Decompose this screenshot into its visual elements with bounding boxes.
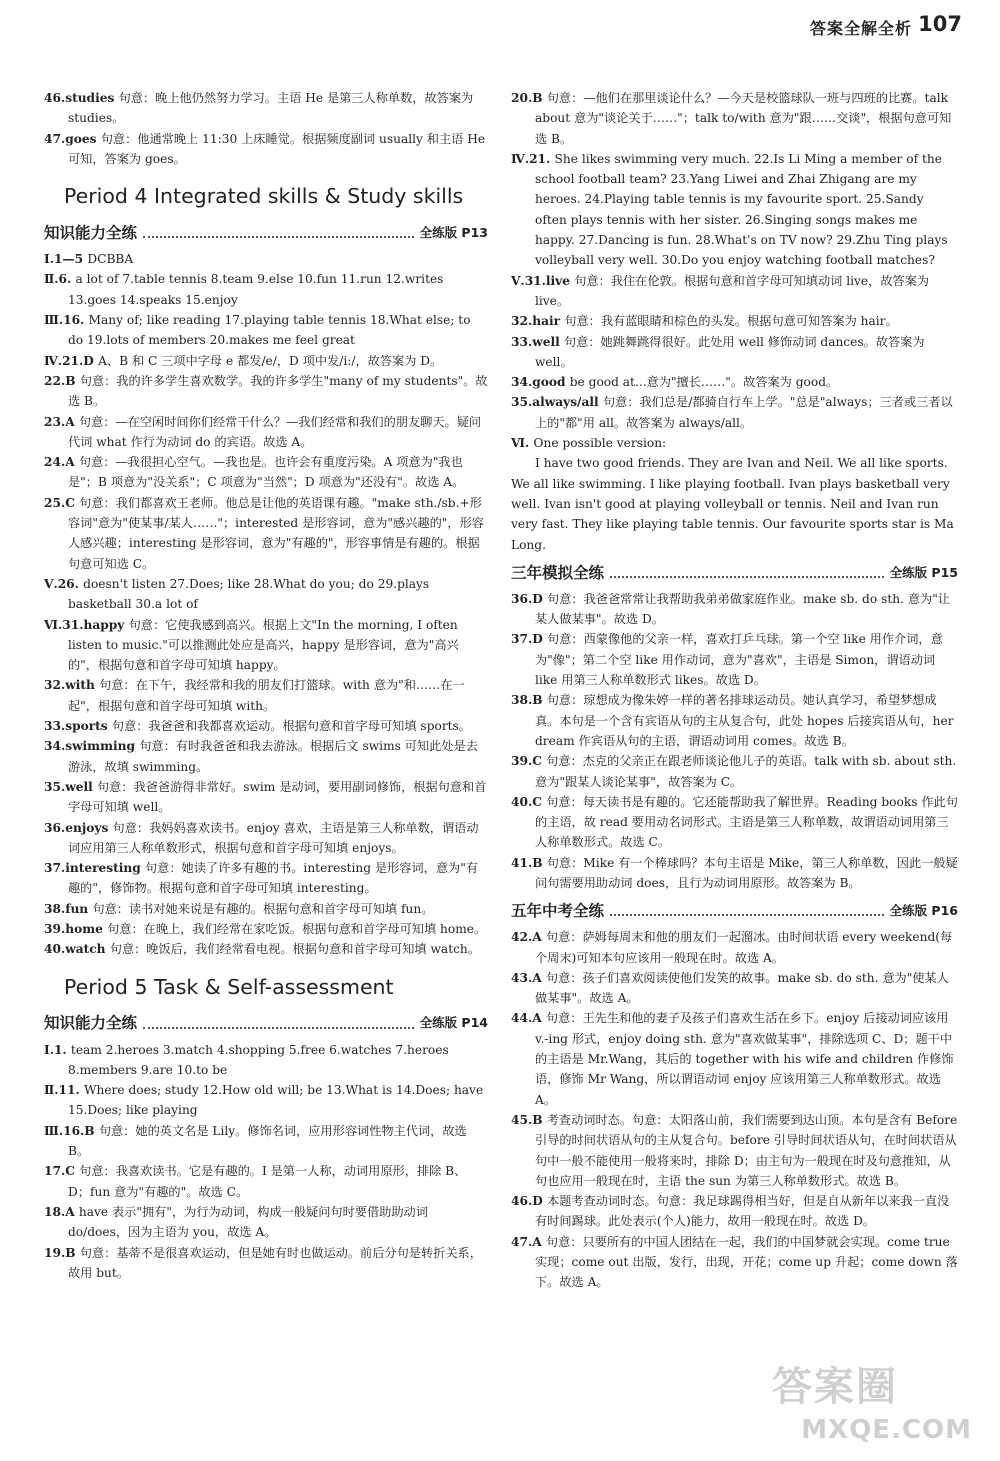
answer-text: 句意：我有蓝眼睛和棕色的头发。根据句意可知答案为 hair。 xyxy=(564,314,898,329)
answer-number: 38.fun xyxy=(44,901,93,916)
answer-number: Ⅱ.6. xyxy=(44,272,76,287)
answer-text: 句意：孩子们喜欢阅读使他们发笑的故事。make sb. do sth. 意为"使某人做某事"。故选 A。 xyxy=(535,970,949,1006)
watermark-logo: 答案圈 MXQE.COM xyxy=(772,1364,972,1445)
answer-item xyxy=(44,858,488,899)
answer-item xyxy=(44,919,488,939)
answer-number: 41.B xyxy=(511,855,547,870)
answer-text: 句意：我们总是/都骑自行车上学。"总是"always；三者或三者以上的"都"用 all。故答案为 always/all。 xyxy=(535,395,953,430)
answer-text: 本题考查动词时态。句意：我足球踢得相当好，但是自从新年以来我一直没有时间踢球。此处表示(个人)能力，故用一般现在时。故选 D。 xyxy=(535,1194,950,1229)
answer-item xyxy=(44,818,488,859)
answer-text: 句意：我妈妈喜欢读书。enjoy 喜欢，主语是第三人称单数，谓语动词应用第三人称单数形式，根据句意和首字母可知填 enjoys。 xyxy=(68,820,479,855)
answer-item xyxy=(511,1008,958,1109)
answer-text: 句意：晚上他仍然努力学习。主语 He 是第三人称单数，故答案为 studies。 xyxy=(68,91,474,126)
dotted-leader xyxy=(610,914,884,916)
answer-number: 20.B xyxy=(511,91,547,105)
answer-number: Ⅱ.11. xyxy=(44,1083,84,1098)
answer-text: 句意：王先生和他的妻子及孩子们喜欢生活在乡下。enjoy 后接动词应该用 v.-ing 形式，enjoy doing sth. 意为"喜欢做某事"，排除选项 C、D；题干中的主语是 Mr.Wang，其后的 together with his wife and children 作修饰语，修饰 Mr Wang，所以谓语动词 enjoy 应该用第三人称单数形式。故选 A。 xyxy=(535,1011,954,1107)
answer-number: Ⅲ.16. xyxy=(44,313,89,328)
answer-item xyxy=(511,589,958,630)
answer-number: 22.B xyxy=(44,373,80,388)
answer-number: 24.A xyxy=(44,455,79,470)
answer-item xyxy=(44,574,488,615)
answer-item xyxy=(511,1232,958,1293)
answer-item xyxy=(511,1191,958,1232)
answer-item xyxy=(44,675,488,716)
answer-number: 37.D xyxy=(511,632,548,647)
page-number: 107 xyxy=(918,12,962,36)
answer-text: 句意：晚饭后，我们经常看电视。根据句意和首字母可知填 watch。 xyxy=(109,942,480,957)
answer-item xyxy=(44,371,488,412)
section-heading xyxy=(44,217,488,243)
answer-text: 考查动词时态。句意：太阳落山前，我们需要到达山顶。本句是含有 Before 引导的时间状语从句的主从复合句。before 引导时间状语从句，在时间状语从句中一般不能使用一般将来时，排除 D；由主句为一般现在时及句意推知，从句也应用一般现在时，主语 the sun 为第三人称单数形式。故选 B。 xyxy=(535,1112,958,1188)
answer-number: 33.well xyxy=(511,334,564,349)
answer-item xyxy=(44,249,488,269)
answer-number: 42.A xyxy=(511,930,546,945)
answer-text: 句意：在晚上，我们经常在家吃饭。根据句意和首字母可知填 home。 xyxy=(107,921,487,936)
answer-item xyxy=(511,311,958,331)
dotted-leader xyxy=(143,236,414,238)
answer-number: 38.B xyxy=(511,693,547,708)
answer-text: have 表示"拥有"，为行为动词，构成一般疑问句时要借助助动词 do/does，因为主语为 you，故选 A。 xyxy=(68,1204,428,1240)
dotted-leader xyxy=(610,576,884,578)
section-name: 五年中考全练 xyxy=(511,901,605,920)
answer-text: 句意：我们都喜欢王老师。他总是让他的英语课有趣。"make sth./sb.+形容词"意为"使某事/某人……"；interested 是形容词，意为"感兴趣的"，形容人感兴趣；interesting 是形容词，意为"有趣的"，形容事情是有趣的。根据句意可知选 C。 xyxy=(68,495,484,571)
answer-item xyxy=(511,88,958,149)
answer-text: 句意：在下午，我经常和我的朋友们打篮球。with 意为"和……在一起"，根据句意和首字母可知填 with。 xyxy=(68,678,465,713)
answer-item xyxy=(511,690,958,751)
answer-number: Ⅵ. xyxy=(511,436,534,451)
answer-number: 39.C xyxy=(511,754,547,769)
answer-item xyxy=(44,1202,488,1243)
answer-item xyxy=(511,149,958,271)
answer-item xyxy=(44,1040,488,1081)
header-title: 答案全解全析 xyxy=(809,19,912,38)
answer-item xyxy=(511,927,958,968)
section-page-ref: 全练版 P15 xyxy=(889,564,958,580)
answer-text: 句意：她跳舞跳得很好。此处用 well 修饰动词 dances。故答案为 well。 xyxy=(535,334,925,369)
answer-text: 句意：—他们在那里谈论什么？—今天是校篮球队一班与四班的比赛。talk about 意为"谈论关于……"；talk to/with 意为"跟……交谈"，根据句意可知选 B。 xyxy=(535,91,952,146)
answer-number: 18.A xyxy=(44,1204,79,1219)
section-heading xyxy=(44,1008,488,1034)
answer-text: 句意：她的英文名是 Lily。修饰名词，应用形容词性物主代词，故选 B。 xyxy=(68,1123,467,1159)
answer-number: 40.C xyxy=(511,794,547,809)
answer-item xyxy=(44,615,488,676)
answer-number: 43.A xyxy=(511,970,546,985)
answer-item xyxy=(44,129,488,170)
answer-item xyxy=(511,332,958,373)
answer-number: 39.home xyxy=(44,921,108,936)
answer-number: 37.interesting xyxy=(44,861,145,876)
answer-text: 句意：—我很担心空气。—我也是。也许会有重度污染。A 项意为"我也是"；B 项意为"没关系"；C 项意为"当然"；D 项意为"还没有"。故选 A。 xyxy=(68,455,465,490)
answer-item xyxy=(44,452,488,493)
answer-number: 47.goes xyxy=(44,131,101,146)
answer-text: 句意：我住在伦敦。根据句意和首字母可知填动词 live，故答案为 live。 xyxy=(535,273,930,308)
answer-text: One possible version: xyxy=(533,436,667,451)
answer-text: She likes swimming very much. 22.Is Li Ming a member of the school football team? 23.Yang Liwei and Zhai Zhigang are my heroes. 24.Playing table tennis is my favourite sport. 25.Sandy often plays tennis with her sister. 26.Singing songs makes me happy. 27.Dancing is fun. 28.What's on TV now? 29.Zhu Ting plays volleyball very well. 30.Do you enjoy watching football matches? xyxy=(535,151,948,268)
answer-number: 46.studies xyxy=(44,91,119,105)
answer-text: 句意：我爸爸游得非常好。swim 是动词，要用副词修饰，根据句意和首字母可知填 well。 xyxy=(68,779,487,815)
answer-number: 36.enjoys xyxy=(44,820,113,835)
section-name: 知识能力全练 xyxy=(44,223,138,242)
model-essay: I have two good friends. They are Ivan and Neil. We all like sports. We all like swimming. I like playing football. Ivan plays basketball very well. Ivan isn't good at playing volleyball or tennis. Neil and Ivan run very fast. They like playing table tennis. Our favourite sports star is Ma Long. xyxy=(511,456,954,552)
dotted-leader xyxy=(143,1027,414,1029)
answer-text: 句意：萨姆每周末和他的朋友们一起溜冰。由时间状语 every weekend(每个周末)可知本句应该用一般现在时。故选 A。 xyxy=(535,930,953,965)
answer-text: team 2.heroes 3.match 4.shopping 5.free 6.watches 7.heroes 8.members 9.are 10.to be xyxy=(68,1042,449,1077)
answer-text: 句意：读书对她来说是有趣的。根据句意和首字母可知填 fun。 xyxy=(92,901,434,916)
answer-item xyxy=(44,412,488,453)
answer-text: 句意：我爸爸和我都喜欢运动。根据句意和首字母可知填 sports。 xyxy=(111,719,471,734)
answer-number: Ⅳ.21.D xyxy=(44,353,99,368)
answer-item xyxy=(44,939,488,959)
answer-number: 19.B xyxy=(44,1245,80,1260)
answer-text: 句意：她读了许多有趣的书。interesting 是形容词，意为"有趣的"，修饰物。根据句意和首字母可知填 interesting。 xyxy=(68,861,479,896)
section-name: 三年模拟全练 xyxy=(511,563,605,582)
section-page-ref: 全练版 P14 xyxy=(419,1015,488,1031)
answer-item xyxy=(44,777,488,818)
answer-item xyxy=(511,853,958,894)
answer-item xyxy=(511,968,958,1009)
answer-item xyxy=(511,392,958,433)
answer-item xyxy=(511,792,958,853)
answer-number: Ⅴ.26. xyxy=(44,576,84,591)
answer-number: 34.good xyxy=(511,375,570,390)
answer-number: 32.hair xyxy=(511,314,565,329)
answer-item xyxy=(44,736,488,777)
answer-text: Many of; like reading 17.playing table tennis 18.What else; to do 19.lots of members 20.makes me feel great xyxy=(68,313,471,348)
answer-number: 35.well xyxy=(44,779,97,794)
period-heading: Period 4 Integrated skills & Study skills xyxy=(64,184,464,209)
answer-text: a lot of 7.table tennis 8.team 9.else 10.fun 11.run 12.writes 13.goes 14.speaks 15.enjoy xyxy=(68,272,444,307)
answer-text: doesn't listen 27.Does; like 28.What do you; do 29.plays basketball 30.a lot of xyxy=(68,576,430,612)
page-header xyxy=(662,10,962,44)
answer-text: 句意：我爸爸常常让我帮助我弟弟做家庭作业。make sb. do sth. 意为"让某人做某事"。故选 D。 xyxy=(535,591,950,627)
answer-text: 句意：琼想成为像朱婷一样的著名排球运动员。她认真学习，希望梦想成真。本句是一个含有宾语从句的主从复合句，此处 hopes 后接宾语从句，her dream 作宾语从句的主语，谓语动词用 comes。故选 B。 xyxy=(535,693,954,748)
answer-item xyxy=(511,372,958,392)
section-heading xyxy=(511,895,958,921)
answer-item xyxy=(44,1243,488,1284)
answer-item xyxy=(44,269,488,310)
answer-text: 句意：—在空闲时间你们经常干什么？—我们经常和我们的朋友聊天。疑问代词 what 作行为动词 do 的宾语。故选 A。 xyxy=(68,414,482,449)
answer-item xyxy=(511,629,958,690)
answer-item xyxy=(44,716,488,736)
answer-text: A、B 和 C 三项中字母 e 都发/e/，D 项中发/i:/，故答案为 D。 xyxy=(98,353,443,368)
answer-item xyxy=(511,433,958,453)
answer-number: 32.with xyxy=(44,678,100,693)
answer-item xyxy=(44,1161,488,1202)
answer-text: 句意：西蒙像他的父亲一样，喜欢打乒乓球。第一个空 like 用作介词，意为"像"；第二个空 like 用作动词，意为"喜欢"，主语是 Simon，谓语动词 like 用第三人称单数形式 likes。故选 D。 xyxy=(535,632,943,688)
section-page-ref: 全练版 P13 xyxy=(419,224,488,240)
answer-text: 句意：每天读书是有趣的。它还能帮助我了解世界。Reading books 作此句的主语，故 read 要用动名词形式。主语是第三人称单数，故谓语动词用第三人称单数形式。故选 C。 xyxy=(535,794,958,850)
answer-text: DCBBA xyxy=(87,252,134,267)
period-heading: Period 5 Task & Self-assessment xyxy=(64,974,394,999)
answer-text: 句意：Mike 有一个棒球吗？本句主语是 Mike，第三人称单数，因此一般疑问句需要用助动词 does，且行为动词用原形。故答案为 B。 xyxy=(535,855,958,890)
answer-item xyxy=(44,310,488,351)
answer-number: 46.D xyxy=(511,1194,548,1209)
answer-text: 句意：他通常晚上 11:30 上床睡觉。根据频度副词 usually 和主语 He 可知，答案为 goes。 xyxy=(68,131,486,166)
answer-number: Ⅲ.16.B xyxy=(44,1123,99,1138)
answer-number: Ⅰ.1. xyxy=(44,1042,71,1057)
section-name: 知识能力全练 xyxy=(44,1014,138,1033)
answer-item xyxy=(511,1110,958,1191)
answer-text: Where does; study 12.How old will; be 13.What is 14.Does; have 15.Does; like playing xyxy=(68,1083,484,1118)
answer-number: Ⅳ.21. xyxy=(511,151,555,166)
answer-text: 句意：它使我感到高兴。根据上文"In the morning, I often listen to music."可以推测此处应是高兴，happy 是形容词，意为"高兴的"，根据句意和首字母可知填 happy。 xyxy=(68,617,459,673)
answer-number: 40.watch xyxy=(44,942,110,957)
answer-item xyxy=(511,751,958,792)
answer-item xyxy=(44,1080,488,1121)
answer-item xyxy=(44,88,488,129)
answer-text: 句意：我的许多学生喜欢数学。我的许多学生"many of my students"。故选 B。 xyxy=(68,373,488,409)
answer-number: Ⅴ.31.live xyxy=(511,273,575,288)
answer-number: 33.sports xyxy=(44,719,112,734)
answer-number: 34.swimming xyxy=(44,739,140,754)
answer-text: 句意：有时我爸爸和我去游泳。根据后文 swims 可知此处是去游泳，故填 swimming。 xyxy=(68,739,478,774)
section-page-ref: 全练版 P16 xyxy=(889,902,958,918)
answer-item xyxy=(44,351,488,371)
answer-number: Ⅰ.1—5 xyxy=(44,252,88,267)
answer-number: 17.C xyxy=(44,1164,80,1179)
answer-text: 句意：杰克的父亲正在跟老师谈论他儿子的英语。talk with sb. about sth. 意为"跟某人谈论某事"，故答案为 C。 xyxy=(535,754,957,789)
answer-text: 句意：基蒂不是很喜欢运动，但是她有时也做运动。前后分句是转折关系，故用 but。 xyxy=(68,1245,482,1280)
answer-number: 44.A xyxy=(511,1011,546,1026)
right-column xyxy=(511,88,958,1293)
answer-text: 句意：我喜欢读书。它是有趣的。I 是第一人称，动词用原形，排除 B、D；fun 意为"有趣的"。故选 C。 xyxy=(68,1164,467,1199)
answer-number: 36.D xyxy=(511,591,548,606)
answer-number: 45.B xyxy=(511,1112,547,1127)
answer-item xyxy=(511,271,958,312)
section-heading xyxy=(511,557,958,583)
answer-number: 23.A xyxy=(44,414,79,429)
answer-text: be good at...意为"擅长……"。故答案为 good。 xyxy=(569,375,839,390)
answer-number: 35.always/all xyxy=(511,395,603,410)
answer-text: 句意：只要所有的中国人团结在一起，我们的中国梦就会实现。come true 实现；come out 出版，发行，出现，开花；come up 升起；come down 落下。故选 A。 xyxy=(535,1234,958,1290)
answer-item xyxy=(44,899,488,919)
answer-item xyxy=(44,1121,488,1162)
answer-number: 47.A xyxy=(511,1234,546,1249)
left-column xyxy=(44,88,488,1283)
answer-number: Ⅵ.31.happy xyxy=(44,617,129,632)
answer-number: 25.C xyxy=(44,495,80,510)
answer-item xyxy=(44,493,488,574)
